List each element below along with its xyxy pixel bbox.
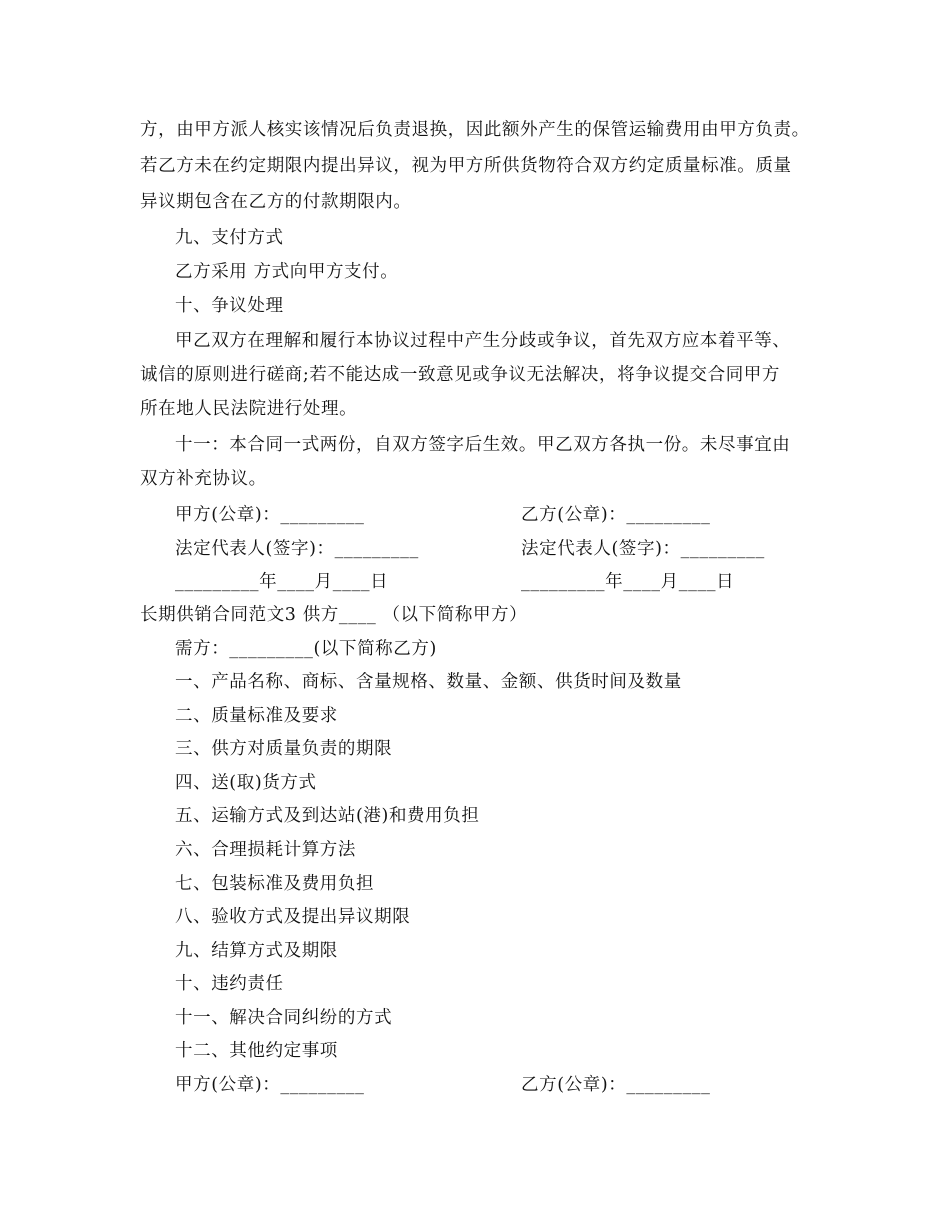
list-item: 八、验收方式及提出异议期限 [175, 907, 411, 927]
party-b-seal-field-2: 乙方(公章)：_________ [521, 1075, 711, 1095]
buyer-field: 需方：_________(以下简称乙方) [175, 639, 437, 659]
list-item: 七、包装标准及费用负担 [175, 874, 375, 894]
party-b-seal-field: 乙方(公章)：_________ [521, 505, 711, 525]
list-item: 二、质量标准及要求 [175, 706, 338, 726]
clause-11-line-1: 十一：本合同一式两份，自双方签字后生效。甲乙双方各执一份。未尽事宜由 [175, 435, 791, 455]
clause-8-continuation-line-2: 若乙方未在约定期限内提出异议，视为甲方所供货物符合双方约定质量标准。质量 [140, 156, 792, 176]
clause-8-continuation-line-3: 异议期包含在乙方的付款期限内。 [140, 192, 412, 212]
list-item: 六、合理损耗计算方法 [175, 840, 356, 860]
clause-8-continuation-line-1: 方，由甲方派人核实该情况后负责退换，因此额外产生的保管运输费用由甲方负责。 [140, 120, 810, 140]
party-a-representative-field: 法定代表人(签字)：_________ [175, 539, 419, 559]
clause-11-line-2: 双方补充协议。 [140, 469, 267, 489]
party-a-seal-field-2: 甲方(公章)：_________ [175, 1075, 365, 1095]
clause-10-body-line-2: 诚信的原则进行磋商;若不能达成一致意见或争议无法解决，将争议提交合同甲方 [140, 365, 780, 385]
clause-9-heading: 九、支付方式 [175, 228, 284, 248]
list-item: 十二、其他约定事项 [175, 1041, 338, 1061]
list-item: 十、违约责任 [175, 974, 284, 994]
list-item: 九、结算方式及期限 [175, 941, 338, 961]
list-item: 四、送(取)货方式 [175, 773, 317, 793]
party-a-date-field: _________年____月____日 [175, 572, 389, 592]
clause-10-heading: 十、争议处理 [175, 296, 284, 316]
list-item: 五、运输方式及到达站(港)和费用负担 [175, 806, 480, 826]
party-b-date-field: _________年____月____日 [521, 572, 735, 592]
party-a-seal-field: 甲方(公章)：_________ [175, 505, 365, 525]
contract-3-title: 长期供销合同范文3 供方____ （以下简称甲方） [140, 605, 528, 625]
list-item: 三、供方对质量负责的期限 [175, 739, 393, 759]
clause-9-body: 乙方采用 方式向甲方支付。 [175, 262, 399, 282]
list-item: 十一、解决合同纠纷的方式 [175, 1008, 393, 1028]
list-item: 一、产品名称、商标、含量规格、数量、金额、供货时间及数量 [175, 672, 682, 692]
clause-10-body-line-3: 所在地人民法院进行处理。 [140, 399, 358, 419]
clause-10-body-line-1: 甲乙双方在理解和履行本协议过程中产生分歧或争议，首先双方应本着平等、 [175, 331, 791, 351]
party-b-representative-field: 法定代表人(签字)：_________ [521, 539, 765, 559]
